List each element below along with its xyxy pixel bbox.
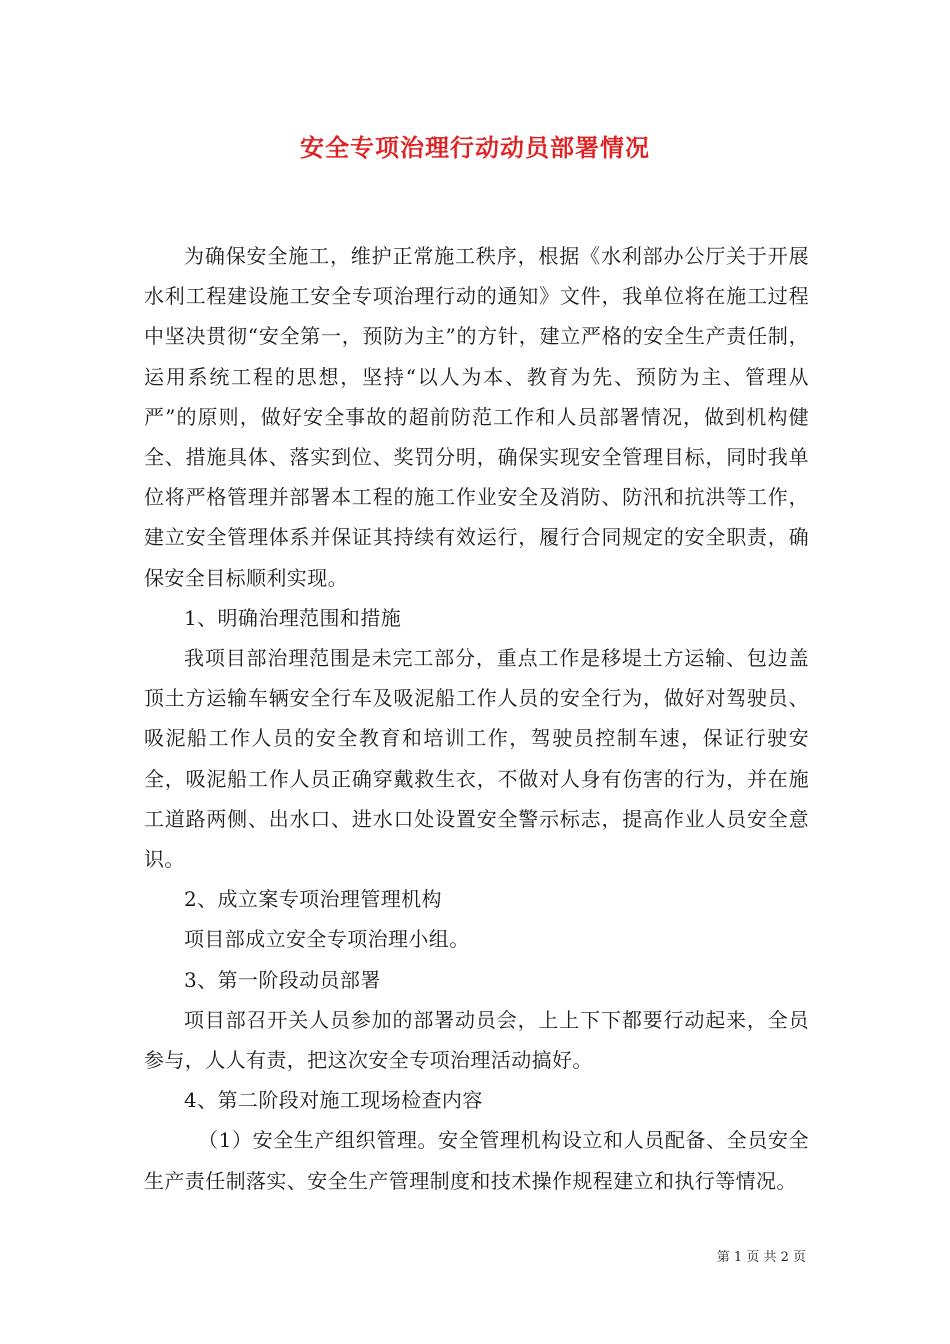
paragraph-inspection-item-1: （1）安全生产组织管理。安全管理机构设立和人员配备、全员安全生产责任制落实、安全生产管理制度和技术操作规程建立和执行等情况。 bbox=[144, 1128, 809, 1193]
section-heading-2: 2、成立案专项治理管理机构 bbox=[184, 887, 442, 912]
section-heading-1: 1、明确治理范围和措施 bbox=[184, 605, 402, 630]
paragraph-mobilization: 项目部召开关人员参加的部署动员会，上上下下都要行动起来，全员参与，人人有责，把这次安全专项治理活动搞好。 bbox=[144, 1007, 809, 1073]
page-number: 第 1 页 共 2 页 bbox=[716, 1250, 806, 1265]
paragraph-team: 项目部成立安全专项治理小组。 bbox=[184, 927, 470, 952]
paragraph-scope: 我项目部治理范围是未完工部分，重点工作是移堤土方运输、包边盖顶土方运输车辆安全行车及吸泥船工作人员的安全行为，做好对驾驶员、吸泥船工作人员的安全教育和培训工作，驾驶员控制车速，保证行驶安全，吸泥船工作人员正确穿戴救生衣，不做对人身有伤害的行为，并在施工道路两侧、出水口、进水口处设置安全警示标志，提高作业人员安全意识。 bbox=[144, 646, 809, 872]
document-body bbox=[144, 236, 809, 1201]
section-heading-4: 4、第二阶段对施工现场检查内容 bbox=[184, 1088, 483, 1113]
document-title: 安全专项治理行动动员部署情况 bbox=[300, 133, 650, 162]
paragraph-intro: 为确保安全施工，维护正常施工秩序，根据《水利部办公厅关于开展水利工程建设施工安全专项治理行动的通知》文件，我单位将在施工过程中坚决贯彻“安全第一，预防为主”的方针，建立严格的安全生产责任制，运用系统工程的思想，坚持“以人为本、教育为先、预防为主、管理从严”的原则，做好安全事故的超前防范工作和人员部署情况，做到机构健全、措施具体、落实到位、奖罚分明，确保实现安全管理目标，同时我单位将严格管理并部署本工程的施工作业安全及消防、防汛和抗洪等工作，建立安全管理体系并保证其持续有效运行，履行合同规定的安全职责，确保安全目标顺利实现。 bbox=[144, 244, 809, 590]
section-heading-3: 3、第一阶段动员部署 bbox=[184, 967, 381, 992]
